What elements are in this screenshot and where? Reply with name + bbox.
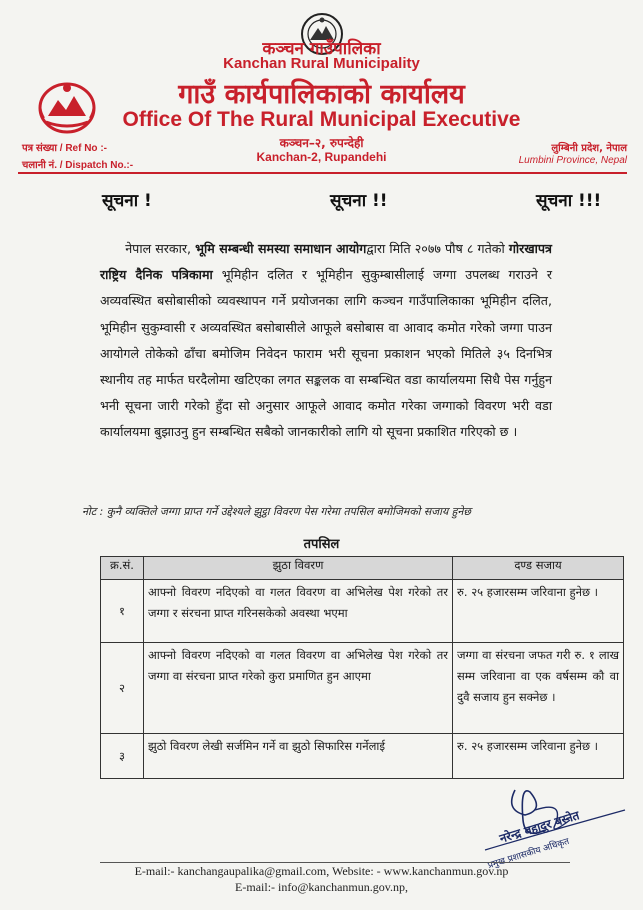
address-nepali: कञ्चन–२, रुपन्देही xyxy=(279,136,364,150)
table-title: तपसिल xyxy=(303,537,340,552)
office-title-english: Office Of The Rural Municipal Executive xyxy=(122,108,521,131)
row-penalty: रु. २५ हजारसम्म जरिवाना हुनेछ । xyxy=(453,734,624,779)
row-description: आफ्नो विवरण नदिएको वा गलत विवरण वा अभिलेख पेश गरेको तर जग्गा र संरचना प्राप्त गरिनसकेको अवस्था भएमा xyxy=(144,580,453,643)
signatory-name: नरेन्द्र बहादुर बस्नेत xyxy=(497,808,581,846)
ref-no-label: पत्र संख्या / Ref No :- xyxy=(22,143,107,154)
signatory-title: प्रमुख प्रशासकीय अधिकृत xyxy=(486,836,571,872)
penalty-table xyxy=(100,556,624,779)
notice-title-3: सूचना !!! xyxy=(536,191,602,211)
municipality-name-nepali: कञ्चन गाउँपालिका xyxy=(262,39,381,59)
address-english: Kanchan-2, Rupandehi xyxy=(256,150,387,164)
col-header-sn: क्र.सं. xyxy=(101,557,144,580)
row-description: आफ्नो विवरण नदिएको वा गलत विवरण वा अभिलेख पेश गरेको तर जग्गा वा संरचना प्राप्त गरेको कुरा प्रमाणित हुन आएमा xyxy=(144,643,453,734)
row-penalty: जग्गा वा संरचना जफत गरी रु. १ लाख सम्म जरिवाना वा एक वर्षसम्म कौ वा दुवै सजाय हुन सक्नेछ । xyxy=(453,643,624,734)
table-row xyxy=(101,643,624,734)
header-divider xyxy=(18,172,627,174)
row-sn: १ xyxy=(101,580,144,643)
col-header-penalty: दण्ड सजाय xyxy=(453,557,624,580)
footer-divider xyxy=(100,862,570,863)
notice-title-2: सूचना !! xyxy=(330,191,388,211)
row-sn: ३ xyxy=(101,734,144,779)
footer-contact-line1: E-mail:- kanchangaupalika@gmail.com, Website: - www.kanchanmun.gov.np xyxy=(134,864,509,878)
office-title-nepali: गाउँ कार्यपालिकाको कार्यालय xyxy=(178,79,465,110)
penalty-note: नोट : कुनै व्यक्तिले जग्गा प्राप्त गर्ने उद्देश्यले झुट्ठा विवरण पेस गरेमा तपसिल बमोजिमको सजाय हुनेछ xyxy=(82,505,471,518)
row-penalty: रु. २५ हजारसम्म जरिवाना हुनेछ । xyxy=(453,580,624,643)
dispatch-no-label: चलानी नं. / Dispatch No.:- xyxy=(22,160,134,171)
table-row xyxy=(101,580,624,643)
notice-title-1: सूचना ! xyxy=(102,191,152,211)
municipality-name-english: Kanchan Rural Municipality xyxy=(223,55,420,72)
province-english: Lumbini Province, Nepal xyxy=(518,155,627,166)
row-sn: २ xyxy=(101,643,144,734)
row-description: झुठो विवरण लेखी सर्जमिन गर्ने वा झुठो सिफारिस गर्नेलाई xyxy=(144,734,453,779)
table-header-row xyxy=(101,557,624,580)
notice-body: नेपाल सरकार, भूमि सम्बन्धी समस्या समाधान आयोगद्वारा मिति २०७७ पौष ८ गतेको गोरखापत्र राष्ट्रिय दैनिक पत्रिकामा भूमिहीन दलित र भूमिहीन सुकुम्बासीलाई जग्गा उपलब्ध गराउने र अव्यवस्थित बसोबासीको व्यवस्थापन गर्ने प्रयोजनका लागि कञ्चन गाउँपालिकाका भूमिहीन दलित, भूमिहीन सुकुम्वासी र अव्यवस्थित बसोबासीले आफूले बसोबास वा आवाद कमोत गरेको जग्गा पाउन आयोगले तोकेको ढाँचा बमोजिम निवेदन फाराम भरी सूचना प्रकाशन भएको मितिले ३५ दिनभित्र स्थानीय तह मार्फत घरदैलोमा खटिएका लगत सङ्कलक वा सम्बन्धित वडा कार्यालयमा सिधै पेस गर्नुहुन भनी सूचना जारी गरेको हुँदा सो अनुसार आफूले आवाद कमोत गरेका जग्गाको विवरण भरी वडा कार्यालयमा बुझाउनु हुन सम्बन्धित सबैको जानकारीको लागि यो सूचना प्रकाशित गरिएको छ । xyxy=(100,241,552,440)
footer-contact-line2: E-mail:- info@kanchanmun.gov.np, xyxy=(235,880,408,894)
col-header-false-detail: झुठा विवरण xyxy=(144,557,453,580)
table-row xyxy=(101,734,624,779)
province-nepali: लुम्बिनी प्रदेश, नेपाल xyxy=(551,143,627,154)
